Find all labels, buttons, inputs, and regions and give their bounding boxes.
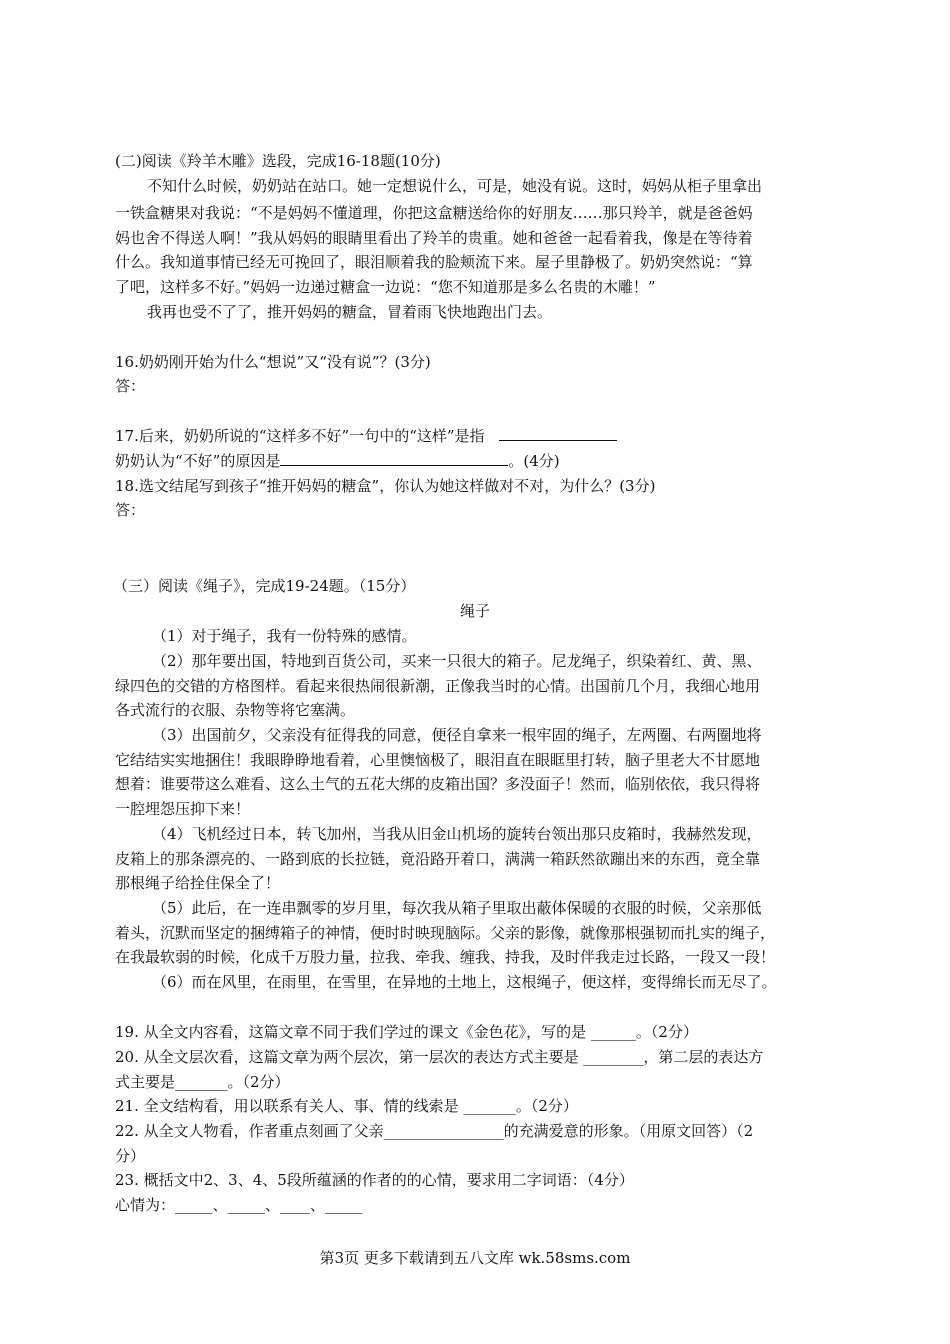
passage-line-1: 不知什么时候，奶奶站在站口。她一定想说什么，可是，她没有说。这时，妈妈从柜子里拿出: [147, 177, 763, 195]
question-19: 19. 从全文内容看，这篇文章不同于我们学过的课文《金色花》，写的是 ______。（2分）: [115, 1023, 698, 1041]
passage-line-5: 了吧，这样多不好。”妈妈一边递过糖盒一边说：“您不知道那是多么名贵的木雕！”: [115, 278, 656, 296]
article-line-10: 皮箱上的那条漂亮的、一路到底的长拉链，竟沿路开着口，满满一箱跃然欲蹦出来的东西，竟全靠: [115, 850, 761, 868]
question-17-line-2: [115, 451, 845, 471]
article-line-13: 着头，沉默而坚定的捆缚箱子的神情，便时时映现脑际。父亲的影像，就像那根强韧而扎实的绳子，: [115, 924, 776, 942]
article-line-4: 各式流行的衣服、杂物等将它塞满。: [115, 701, 356, 719]
answer-18-label: 答：: [115, 501, 146, 519]
question-22-line-2: 分）: [115, 1147, 146, 1165]
article-line-3: 绿四色的交错的方格图样。看起来很热闹很新潮，正像我当时的心情。出国前几个月，我细心地用: [115, 677, 761, 695]
section2-heading: (二)阅读《羚羊木雕》选段，完成16-18题(10分): [115, 152, 441, 170]
question-17-b-text: 奶奶认为“不好”的原因是: [115, 452, 281, 470]
answer-23: 心情为：_____、_____、____、_____: [115, 1196, 363, 1214]
article-line-14: 在我最软弱的时候，化成千万股力量，拉我、牵我、缠我、持我，及时伴我走过长路，一段又一段！: [115, 948, 776, 966]
section3-heading: （三）阅读《绳子》，完成19-24题。（15分）: [113, 577, 416, 595]
question-20-line-2: 式主要是_______。（2分）: [115, 1073, 290, 1091]
passage-line-4: 什么。我知道事情已经无可挽回了，眼泪顺着我的脸颊流下来。屋子里静极了。奶奶突然说：“算: [115, 253, 753, 271]
article-line-11: 那根绳子给拴住保全了！: [115, 874, 281, 892]
article-line-6: 它结结实实地捆住！我眼睁睁地看着，心里懊恼极了，眼泪直在眼眶里打转，脑子里老大不甘愿地: [115, 751, 761, 769]
question-17-line-1: [115, 426, 845, 446]
article-line-12: （5）此后，在一连串飘零的岁月里，每次我从箱子里取出蔽体保暖的衣服的时候，父亲那低: [152, 899, 762, 917]
question-16: 16.奶奶刚开始为什么“想说”又“没有说”？(3分): [115, 353, 431, 371]
question-18: 18.选文结尾写到孩子“推开妈妈的糖盒”，你认为她这样做对不对，为什么？(3分): [115, 477, 656, 495]
article-line-2: （2）那年要出国，特地到百货公司，买来一只很大的箱子。尼龙绳子，织染着红、黄、黑、: [152, 652, 762, 670]
article-line-7: 想着：谁要带这么难看、这么土气的五花大绑的皮箱出国？多没面子！然而，临别依依，我只得将: [115, 775, 761, 793]
question-23: 23. 概括文中2、3、4、5段所蕴涵的作者的的心情，要求用二字词语：（4分）: [115, 1171, 634, 1189]
question-17-text: 17.后来，奶奶所说的“这样多不好”一句中的“这样”是指: [115, 427, 485, 445]
article-line-1: （1）对于绳子，我有一份特殊的感情。: [152, 627, 417, 645]
article-line-8: 一腔埋怨压抑下来！: [115, 800, 251, 818]
question-22-line-1: 22. 从全文人物看，作者重点刻画了父亲________________的充满爱意的形象。（用原文回答）（2: [115, 1122, 754, 1140]
answer-blank-17a[interactable]: [499, 426, 617, 441]
article-line-15: （6）而在风里，在雨里，在雪里，在异地的土地上，这根绳子，便这样，变得绵长而无尽了。: [152, 973, 777, 991]
answer-16-label: 答：: [115, 377, 146, 395]
page-footer: 第3页 更多下载请到五八文库 wk.58sms.com: [319, 1249, 631, 1267]
question-21: 21. 全文结构看，用以联系有关人、事、情的线索是 _______。（2分）: [115, 1097, 578, 1115]
passage-line-3: 妈也舍不得送人啊！”我从妈妈的眼睛里看出了羚羊的贵重。她和爸爸一起看着我，像是在等待着: [115, 229, 753, 247]
passage-line-2: 一铁盒糖果对我说：“不是妈妈不懂道理，你把这盒糖送给你的好朋友……那只羚羊，就是爸爸妈: [115, 204, 753, 222]
article-title: 绳子: [459, 602, 490, 620]
question-17-b-score: 。(4分): [508, 452, 560, 470]
answer-blank-17b[interactable]: [280, 451, 508, 466]
passage-line-6: 我再也受不了了，推开妈妈的糖盒，冒着雨飞快地跑出门去。: [147, 303, 553, 321]
article-line-9: （4）飞机经过日本，转飞加州，当我从旧金山机场的旋转台领出那只皮箱时，我赫然发现，: [152, 825, 762, 843]
article-line-5: （3）出国前夕，父亲没有征得我的同意，便径自拿来一根牢固的绳子，左两圈、右两圈地将: [152, 726, 762, 744]
question-20-line-1: 20. 从全文层次看，这篇文章为两个层次，第一层次的表达方式主要是 ________，第二层的表达方: [115, 1048, 764, 1066]
